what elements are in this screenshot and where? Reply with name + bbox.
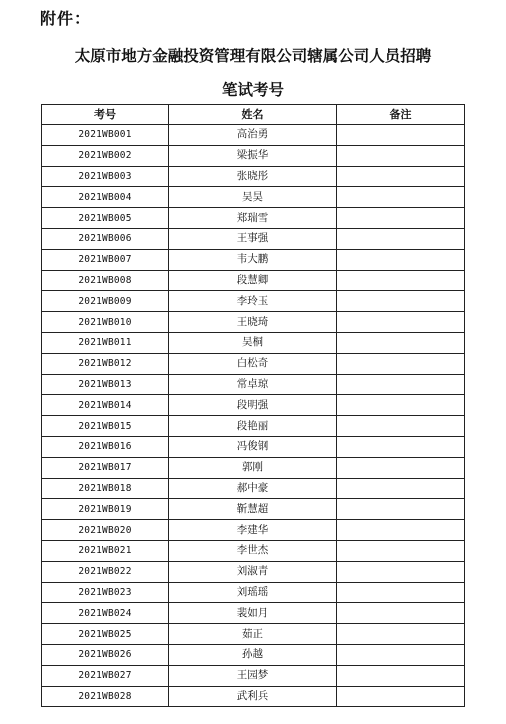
exam-number-cell: 2021WB022 bbox=[42, 561, 169, 582]
remarks-cell bbox=[337, 228, 465, 249]
remarks-cell bbox=[337, 270, 465, 291]
exam-number-cell: 2021WB016 bbox=[42, 436, 169, 457]
exam-number-cell: 2021WB020 bbox=[42, 520, 169, 541]
name-cell: 段慧卿 bbox=[169, 270, 337, 291]
table-row bbox=[42, 353, 465, 374]
table-row bbox=[42, 187, 465, 208]
table-row bbox=[42, 208, 465, 229]
name-cell: 王事强 bbox=[169, 228, 337, 249]
exam-number-cell: 2021WB004 bbox=[42, 187, 169, 208]
table-row bbox=[42, 665, 465, 686]
exam-number-cell: 2021WB027 bbox=[42, 665, 169, 686]
exam-number-cell: 2021WB025 bbox=[42, 624, 169, 645]
exam-number-cell: 2021WB011 bbox=[42, 332, 169, 353]
column-header-exam-number: 考号 bbox=[42, 105, 169, 125]
exam-number-cell: 2021WB014 bbox=[42, 395, 169, 416]
exam-number-table bbox=[41, 104, 465, 707]
table-row bbox=[42, 228, 465, 249]
remarks-cell bbox=[337, 499, 465, 520]
remarks-cell bbox=[337, 291, 465, 312]
remarks-cell bbox=[337, 249, 465, 270]
exam-number-cell: 2021WB023 bbox=[42, 582, 169, 603]
remarks-cell bbox=[337, 125, 465, 146]
table-header-row bbox=[42, 105, 465, 125]
column-header-remarks: 备注 bbox=[337, 105, 465, 125]
remarks-cell bbox=[337, 208, 465, 229]
remarks-cell bbox=[337, 145, 465, 166]
remarks-cell bbox=[337, 332, 465, 353]
exam-number-cell: 2021WB003 bbox=[42, 166, 169, 187]
name-cell: 韦大鹏 bbox=[169, 249, 337, 270]
remarks-cell bbox=[337, 540, 465, 561]
exam-number-cell: 2021WB007 bbox=[42, 249, 169, 270]
name-cell: 吴昊 bbox=[169, 187, 337, 208]
document-title: 太原市地方金融投资管理有限公司辖属公司人员招聘 bbox=[74, 47, 432, 65]
name-cell: 常卓琼 bbox=[169, 374, 337, 395]
remarks-cell bbox=[337, 353, 465, 374]
remarks-cell bbox=[337, 395, 465, 416]
table-row bbox=[42, 686, 465, 707]
name-cell: 冯俊钢 bbox=[169, 436, 337, 457]
table-row bbox=[42, 561, 465, 582]
name-cell: 郝中豪 bbox=[169, 478, 337, 499]
remarks-cell bbox=[337, 582, 465, 603]
remarks-cell bbox=[337, 686, 465, 707]
name-cell: 武利兵 bbox=[169, 686, 337, 707]
remarks-cell bbox=[337, 457, 465, 478]
table-row bbox=[42, 478, 465, 499]
remarks-cell bbox=[337, 520, 465, 541]
exam-number-cell: 2021WB010 bbox=[42, 312, 169, 333]
name-cell: 李玲玉 bbox=[169, 291, 337, 312]
remarks-cell bbox=[337, 624, 465, 645]
table-row bbox=[42, 249, 465, 270]
table-row bbox=[42, 499, 465, 520]
name-cell: 梁振华 bbox=[169, 145, 337, 166]
remarks-cell bbox=[337, 665, 465, 686]
remarks-cell bbox=[337, 644, 465, 665]
exam-number-cell: 2021WB002 bbox=[42, 145, 169, 166]
remarks-cell bbox=[337, 436, 465, 457]
exam-number-cell: 2021WB019 bbox=[42, 499, 169, 520]
table-row bbox=[42, 166, 465, 187]
exam-number-cell: 2021WB005 bbox=[42, 208, 169, 229]
exam-number-cell: 2021WB013 bbox=[42, 374, 169, 395]
remarks-cell bbox=[337, 478, 465, 499]
remarks-cell bbox=[337, 416, 465, 437]
remarks-cell bbox=[337, 166, 465, 187]
name-cell: 吴桐 bbox=[169, 332, 337, 353]
table-row bbox=[42, 540, 465, 561]
name-cell: 王园梦 bbox=[169, 665, 337, 686]
attachment-label: 附件： bbox=[40, 9, 92, 28]
table-row bbox=[42, 291, 465, 312]
name-cell: 高治勇 bbox=[169, 125, 337, 146]
table-row bbox=[42, 603, 465, 624]
table-row bbox=[42, 332, 465, 353]
remarks-cell bbox=[337, 603, 465, 624]
name-cell: 靳慧超 bbox=[169, 499, 337, 520]
table-row bbox=[42, 582, 465, 603]
name-cell: 裴如月 bbox=[169, 603, 337, 624]
exam-number-cell: 2021WB008 bbox=[42, 270, 169, 291]
name-cell: 李世杰 bbox=[169, 540, 337, 561]
exam-number-cell: 2021WB017 bbox=[42, 457, 169, 478]
table-row bbox=[42, 457, 465, 478]
name-cell: 李建华 bbox=[169, 520, 337, 541]
table-row bbox=[42, 145, 465, 166]
exam-number-cell: 2021WB015 bbox=[42, 416, 169, 437]
table-row bbox=[42, 395, 465, 416]
table-row bbox=[42, 520, 465, 541]
table-row bbox=[42, 436, 465, 457]
exam-number-cell: 2021WB001 bbox=[42, 125, 169, 146]
remarks-cell bbox=[337, 312, 465, 333]
remarks-cell bbox=[337, 561, 465, 582]
remarks-cell bbox=[337, 374, 465, 395]
name-cell: 段艳丽 bbox=[169, 416, 337, 437]
table-row bbox=[42, 374, 465, 395]
name-cell: 郭刚 bbox=[169, 457, 337, 478]
exam-number-cell: 2021WB024 bbox=[42, 603, 169, 624]
name-cell: 刘淑青 bbox=[169, 561, 337, 582]
table-row bbox=[42, 312, 465, 333]
exam-number-cell: 2021WB009 bbox=[42, 291, 169, 312]
remarks-cell bbox=[337, 187, 465, 208]
exam-number-cell: 2021WB028 bbox=[42, 686, 169, 707]
exam-number-cell: 2021WB006 bbox=[42, 228, 169, 249]
column-header-name: 姓名 bbox=[169, 105, 337, 125]
table-row bbox=[42, 624, 465, 645]
exam-number-cell: 2021WB018 bbox=[42, 478, 169, 499]
table-row bbox=[42, 270, 465, 291]
name-cell: 郑瑞雪 bbox=[169, 208, 337, 229]
name-cell: 白松奇 bbox=[169, 353, 337, 374]
exam-number-cell: 2021WB012 bbox=[42, 353, 169, 374]
name-cell: 张晓彤 bbox=[169, 166, 337, 187]
name-cell: 段明强 bbox=[169, 395, 337, 416]
document-subtitle: 笔试考号 bbox=[221, 81, 284, 99]
exam-number-cell: 2021WB021 bbox=[42, 540, 169, 561]
name-cell: 王晓琦 bbox=[169, 312, 337, 333]
exam-number-cell: 2021WB026 bbox=[42, 644, 169, 665]
table-row bbox=[42, 644, 465, 665]
name-cell: 刘瑶瑶 bbox=[169, 582, 337, 603]
name-cell: 孙越 bbox=[169, 644, 337, 665]
table-row bbox=[42, 416, 465, 437]
table-row bbox=[42, 125, 465, 146]
name-cell: 茹正 bbox=[169, 624, 337, 645]
